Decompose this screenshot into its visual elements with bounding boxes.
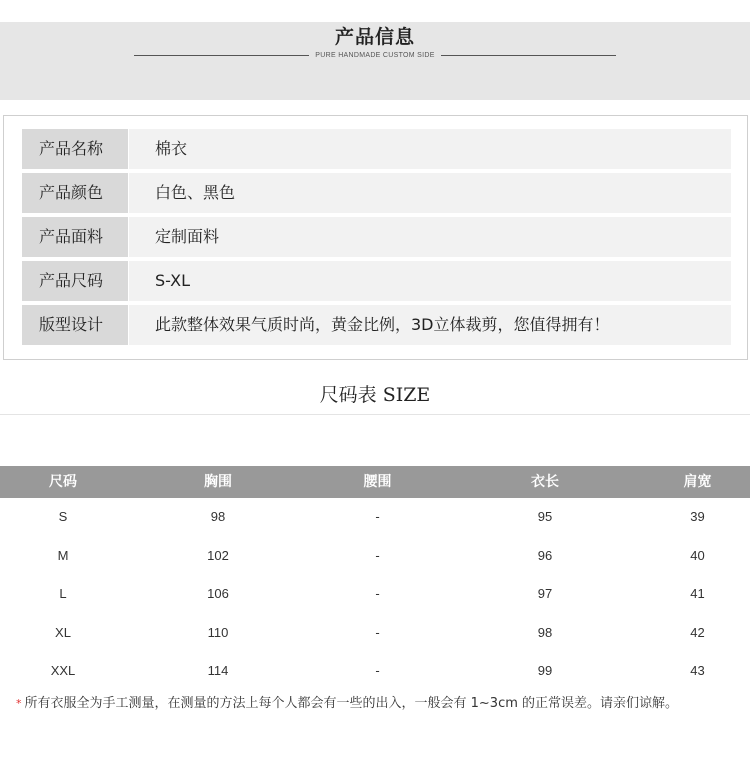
table-cell: XXL — [50, 663, 76, 679]
table-cell: 95 — [537, 509, 553, 524]
table-cell: M — [57, 547, 69, 563]
info-label: 版型设计 — [22, 305, 128, 345]
subtitle-row — [0, 49, 750, 61]
table-row — [0, 498, 750, 537]
product-info-panel — [3, 115, 748, 360]
info-label: 产品尺码 — [22, 261, 128, 301]
info-label: 产品面料 — [22, 217, 128, 257]
info-value: 定制面料 — [129, 217, 731, 257]
table-cell: - — [375, 509, 380, 524]
section-divider — [0, 414, 750, 415]
table-row — [0, 614, 750, 653]
table-cell: 39 — [690, 509, 705, 524]
table-cell: - — [375, 663, 380, 679]
table-cell: - — [375, 547, 380, 563]
note-text: 所有衣服全为手工测量，在测量的方法上每个人都会有一些的出入，一般会有 1~3cm 的正常误差。请亲们谅解。 — [24, 696, 679, 711]
table-cell: 96 — [537, 547, 553, 563]
table-cell: 42 — [690, 624, 705, 640]
table-cell: - — [375, 586, 380, 602]
header-cell: 腰围 — [363, 474, 392, 490]
table-cell: S — [58, 509, 68, 524]
size-chart-title: 尺码表 SIZE — [319, 384, 431, 406]
table-cell: 98 — [537, 624, 553, 640]
table-row — [0, 652, 750, 691]
info-row-size — [22, 261, 731, 301]
table-cell: L — [59, 586, 67, 602]
table-row — [0, 575, 750, 614]
header-cell: 胸围 — [204, 474, 232, 490]
table-cell: 110 — [207, 624, 229, 640]
size-table — [0, 466, 750, 691]
info-value: 白色、黑色 — [129, 173, 731, 213]
info-row-fabric — [22, 217, 731, 257]
table-cell: 97 — [537, 586, 553, 602]
info-label: 产品颜色 — [22, 173, 128, 213]
page-subtitle: PURE HANDMADE CUSTOM SIDE — [315, 51, 435, 59]
info-value: S-XL — [129, 261, 731, 301]
measurement-note — [16, 692, 746, 711]
info-row-color — [22, 173, 731, 213]
header-cell: 衣长 — [531, 474, 559, 490]
table-cell: 98 — [210, 509, 226, 524]
divider-left — [134, 55, 309, 56]
size-table-header — [0, 466, 750, 498]
info-row-design — [22, 305, 731, 345]
table-row — [0, 537, 750, 576]
info-value: 此款整体效果气质时尚，黄金比例，3D立体裁剪，您值得拥有！ — [129, 305, 731, 345]
table-cell: 43 — [690, 663, 705, 679]
info-value: 棉衣 — [129, 129, 731, 169]
table-cell: 40 — [690, 547, 705, 563]
page-title: 产品信息 — [334, 26, 415, 48]
divider-right — [441, 55, 616, 56]
header-cell: 尺码 — [49, 474, 77, 490]
table-cell: 99 — [537, 663, 553, 679]
info-label: 产品名称 — [22, 129, 128, 169]
asterisk-icon: * — [16, 697, 22, 710]
table-cell: - — [375, 624, 380, 640]
table-cell: 41 — [690, 586, 705, 602]
table-cell: 114 — [207, 663, 229, 679]
table-cell: 102 — [207, 547, 229, 563]
info-row-name — [22, 129, 731, 169]
table-cell: 106 — [207, 586, 229, 602]
header-cell: 肩宽 — [683, 474, 712, 490]
table-cell: XL — [55, 624, 71, 640]
